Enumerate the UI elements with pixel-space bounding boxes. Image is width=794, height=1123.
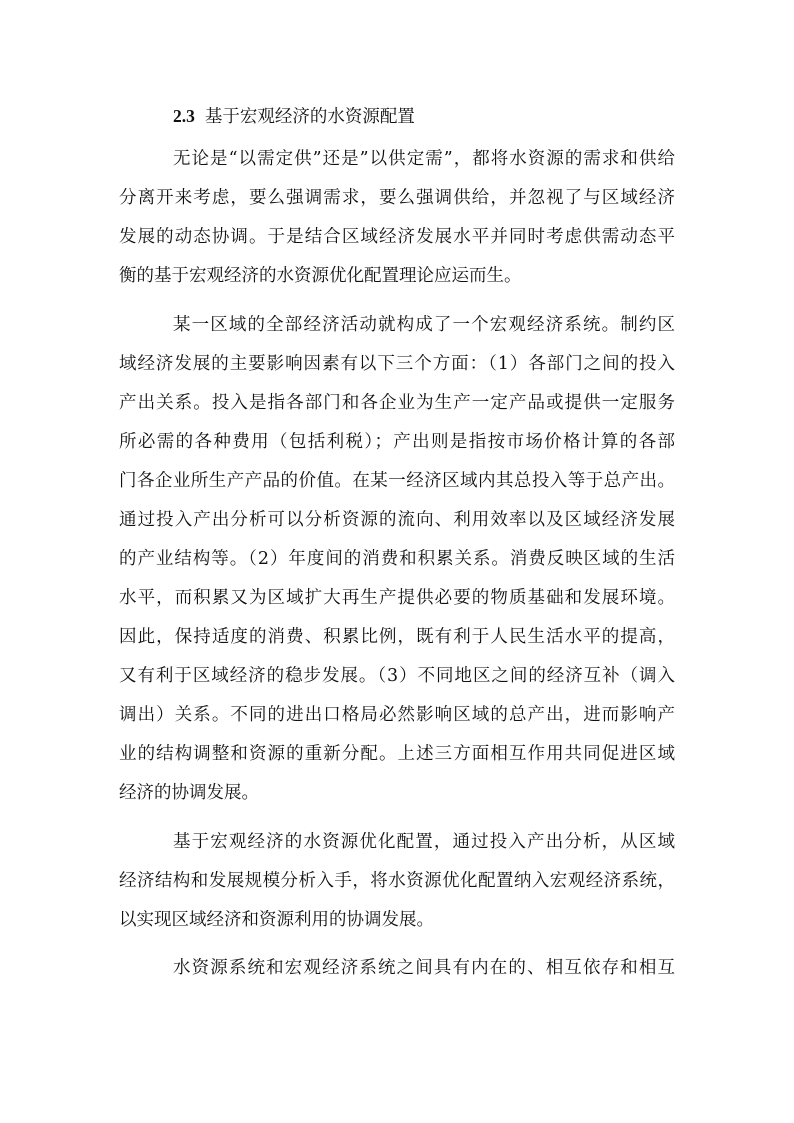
- paragraph-2-line-10: 又有利于区域经济的稳步发展。（3）不同地区之间的经济互补（调入: [119, 666, 675, 686]
- paragraph-4-line-1: 水资源系统和宏观经济系统之间具有内在的、相互依存和相互: [173, 958, 675, 978]
- paragraph-2-line-7: 的产业结构等。（2）年度间的消费和积累关系。消费反映区域的生活: [119, 549, 675, 569]
- paragraph-2-line-6: 通过投入产出分析可以分析资源的流向、利用效率以及区域经济发展: [119, 510, 675, 530]
- paragraph-2-line-12: 业的结构调整和资源的重新分配。上述三方面相互作用共同促进区域: [119, 744, 675, 764]
- paragraph-3-line-1: 基于宏观经济的水资源优化配置，通过投入产出分析，从区域: [173, 832, 675, 852]
- paragraph-2-line-4: 所必需的各种费用（包括利税）；产出则是指按市场价格计算的各部: [119, 432, 675, 452]
- paragraph-3-line-2: 经济结构和发展规模分析入手，将水资源优化配置纳入宏观经济系统，: [119, 871, 675, 891]
- paragraph-2-line-3: 产出关系。投入是指各部门和各企业为生产一定产品或提供一定服务: [119, 393, 675, 413]
- section-heading: [173, 104, 415, 129]
- section-title: 基于宏观经济的水资源配置: [204, 107, 415, 127]
- paragraph-2-line-8: 水平，而积累又为区域扩大再生产提供必要的物质基础和发展环境。: [119, 588, 675, 608]
- paragraph-2-line-9: 因此，保持适度的消费、积累比例，既有利于人民生活水平的提高，: [119, 627, 675, 647]
- paragraph-1-line-1: 无论是“以需定供”还是”以供定需”，都将水资源的需求和供给: [173, 149, 675, 169]
- paragraph-2-line-5: 门各企业所生产产品的价值。在某一经济区域内其总投入等于总产出。: [119, 471, 675, 491]
- paragraph-2-line-11: 调出）关系。不同的进出口格局必然影响区域的总产出，进而影响产: [119, 705, 675, 725]
- paragraph-1-line-3: 发展的动态协调。于是结合区域经济发展水平并同时考虑供需动态平: [119, 227, 675, 247]
- paragraph-1-line-4: 衡的基于宏观经济的水资源优化配置理论应运而生。: [119, 266, 522, 286]
- paragraph-2-line-1: 某一区域的全部经济活动就构成了一个宏观经济系统。制约区: [173, 315, 675, 335]
- section-number: 2.3: [173, 106, 195, 126]
- paragraph-2-line-13: 经济的协调发展。: [119, 783, 259, 803]
- paragraph-2-line-2: 域经济发展的主要影响因素有以下三个方面：（1）各部门之间的投入: [119, 354, 675, 374]
- paragraph-3-line-3: 以实现区域经济和资源利用的协调发展。: [119, 910, 434, 930]
- paragraph-1-line-2: 分离开来考虑，要么强调需求，要么强调供给，并忽视了与区域经济: [119, 188, 675, 208]
